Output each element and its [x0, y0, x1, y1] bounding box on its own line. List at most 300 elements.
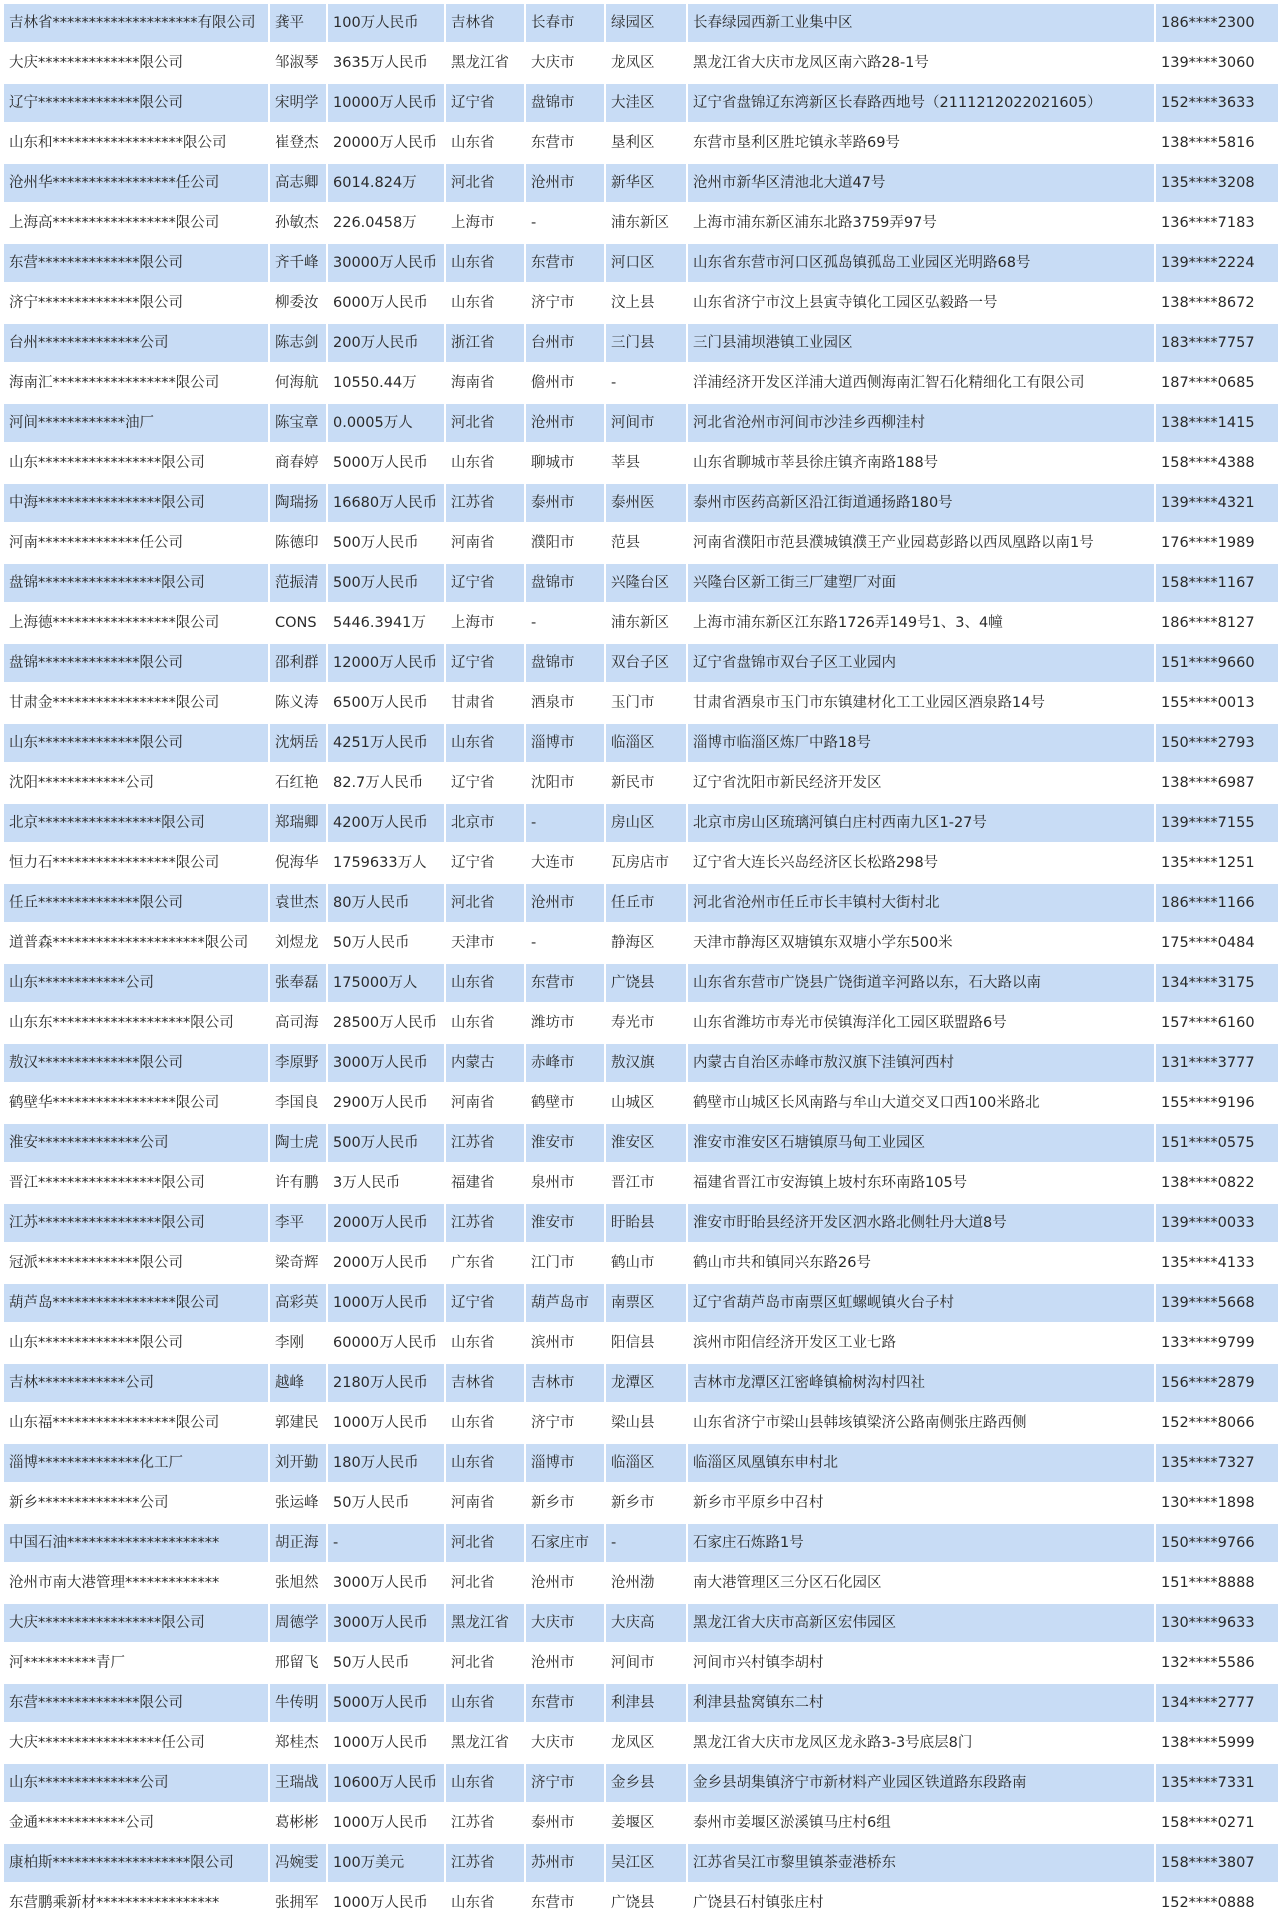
city-cell: - — [525, 603, 605, 643]
city-cell: 酒泉市 — [525, 683, 605, 723]
contact-name-cell: CONS — [269, 603, 327, 643]
province-cell: 浙江省 — [445, 323, 525, 363]
phone-cell: 186****2300 — [1155, 3, 1279, 43]
address-cell: 新乡市平原乡中召村 — [687, 1483, 1155, 1523]
registered-capital-cell: 500万人民币 — [327, 1123, 445, 1163]
address-cell: 东营市垦利区胜坨镇永莘路69号 — [687, 123, 1155, 163]
district-cell: 范县 — [605, 523, 687, 563]
table-row — [3, 1483, 1279, 1523]
city-cell: 淄博市 — [525, 1443, 605, 1483]
phone-cell: 157****6160 — [1155, 1003, 1279, 1043]
contact-name-cell: 郭建民 — [269, 1403, 327, 1443]
contact-name-cell: 范振清 — [269, 563, 327, 603]
table-row — [3, 1283, 1279, 1323]
address-cell: 辽宁省大连长兴岛经济区长松路298号 — [687, 843, 1155, 883]
district-cell: 龙凤区 — [605, 1723, 687, 1763]
registered-capital-cell: 100万美元 — [327, 1843, 445, 1883]
registered-capital-cell: 3000万人民币 — [327, 1603, 445, 1643]
province-cell: 黑龙江省 — [445, 43, 525, 83]
company-name-cell: 沈阳************公司 — [3, 763, 269, 803]
province-cell: 河北省 — [445, 163, 525, 203]
contact-name-cell: 李国良 — [269, 1083, 327, 1123]
table-row — [3, 923, 1279, 963]
contact-name-cell: 陶瑞扬 — [269, 483, 327, 523]
city-cell: 泰州市 — [525, 483, 605, 523]
city-cell: 葫芦岛市 — [525, 1283, 605, 1323]
district-cell: 玉门市 — [605, 683, 687, 723]
district-cell: 淮安区 — [605, 1123, 687, 1163]
address-cell: 鹤山市共和镇同兴东路26号 — [687, 1243, 1155, 1283]
contact-name-cell: 许有鹏 — [269, 1163, 327, 1203]
registered-capital-cell: 500万人民币 — [327, 563, 445, 603]
company-name-cell: 鹤壁华*****************限公司 — [3, 1083, 269, 1123]
district-cell: 晋江市 — [605, 1163, 687, 1203]
company-name-cell: 河间************油厂 — [3, 403, 269, 443]
phone-cell: 138****1415 — [1155, 403, 1279, 443]
contact-name-cell: 石红艳 — [269, 763, 327, 803]
province-cell: 辽宁省 — [445, 643, 525, 683]
province-cell: 山东省 — [445, 1403, 525, 1443]
phone-cell: 138****6987 — [1155, 763, 1279, 803]
district-cell: 泰州医 — [605, 483, 687, 523]
district-cell: 金乡县 — [605, 1763, 687, 1803]
contact-name-cell: 张旭然 — [269, 1563, 327, 1603]
table-row — [3, 523, 1279, 563]
registered-capital-cell: 175000万人 — [327, 963, 445, 1003]
contact-name-cell: 袁世杰 — [269, 883, 327, 923]
registered-capital-cell: 4251万人民币 — [327, 723, 445, 763]
province-cell: 山东省 — [445, 963, 525, 1003]
table-row — [3, 1643, 1279, 1683]
contact-name-cell: 张拥军 — [269, 1883, 327, 1923]
district-cell: 浦东新区 — [605, 603, 687, 643]
phone-cell: 151****9660 — [1155, 643, 1279, 683]
contact-name-cell: 陈德印 — [269, 523, 327, 563]
district-cell: 敖汉旗 — [605, 1043, 687, 1083]
city-cell: 濮阳市 — [525, 523, 605, 563]
phone-cell: 138****5999 — [1155, 1723, 1279, 1763]
address-cell: 黑龙江省大庆市高新区宏伟园区 — [687, 1603, 1155, 1643]
company-name-cell: 上海德*****************限公司 — [3, 603, 269, 643]
registered-capital-cell: 100万人民币 — [327, 3, 445, 43]
phone-cell: 138****5816 — [1155, 123, 1279, 163]
address-cell: 长春绿园西新工业集中区 — [687, 3, 1155, 43]
address-cell: 石家庄石炼路1号 — [687, 1523, 1155, 1563]
table-row — [3, 1523, 1279, 1563]
province-cell: 河南省 — [445, 1083, 525, 1123]
city-cell: 济宁市 — [525, 1403, 605, 1443]
district-cell: 龙潭区 — [605, 1363, 687, 1403]
province-cell: 山东省 — [445, 283, 525, 323]
contact-name-cell: 胡正海 — [269, 1523, 327, 1563]
address-cell: 淮安市淮安区石塘镇原马甸工业园区 — [687, 1123, 1155, 1163]
registered-capital-cell: 1000万人民币 — [327, 1883, 445, 1923]
company-name-cell: 康柏斯*******************限公司 — [3, 1843, 269, 1883]
city-cell: 沧州市 — [525, 403, 605, 443]
address-cell: 山东省东营市广饶县广饶街道辛河路以东，石大路以南 — [687, 963, 1155, 1003]
contact-name-cell: 崔登杰 — [269, 123, 327, 163]
registered-capital-cell: 6500万人民币 — [327, 683, 445, 723]
province-cell: 山东省 — [445, 723, 525, 763]
province-cell: 辽宁省 — [445, 763, 525, 803]
address-cell: 北京市房山区琉璃河镇白庄村西南九区1-27号 — [687, 803, 1155, 843]
company-name-cell: 晋江*****************限公司 — [3, 1163, 269, 1203]
company-name-cell: 沧州市南大港管理************* — [3, 1563, 269, 1603]
table-row — [3, 1883, 1279, 1923]
registered-capital-cell: 20000万人民币 — [327, 123, 445, 163]
registered-capital-cell: 200万人民币 — [327, 323, 445, 363]
table-row — [3, 83, 1279, 123]
registered-capital-cell: 5446.3941万 — [327, 603, 445, 643]
address-cell: 山东省潍坊市寿光市侯镇海洋化工园区联盟路6号 — [687, 1003, 1155, 1043]
city-cell: 盘锦市 — [525, 83, 605, 123]
province-cell: 吉林省 — [445, 3, 525, 43]
contact-name-cell: 陈志剑 — [269, 323, 327, 363]
table-row — [3, 1723, 1279, 1763]
table-row — [3, 1123, 1279, 1163]
contact-name-cell: 邹淑琴 — [269, 43, 327, 83]
contact-name-cell: 沈炳岳 — [269, 723, 327, 763]
table-row — [3, 1403, 1279, 1443]
address-cell: 辽宁省盘锦市双台子区工业园内 — [687, 643, 1155, 683]
district-cell: 临淄区 — [605, 1443, 687, 1483]
company-name-cell: 东营**************限公司 — [3, 1683, 269, 1723]
city-cell: 大连市 — [525, 843, 605, 883]
address-cell: 洋浦经济开发区洋浦大道西侧海南汇智石化精细化工有限公司 — [687, 363, 1155, 403]
province-cell: 辽宁省 — [445, 843, 525, 883]
company-name-cell: 江苏*****************限公司 — [3, 1203, 269, 1243]
table-row — [3, 1443, 1279, 1483]
table-body — [3, 3, 1279, 1923]
contact-name-cell: 何海航 — [269, 363, 327, 403]
company-name-cell: 海南汇*****************限公司 — [3, 363, 269, 403]
district-cell: 新乡市 — [605, 1483, 687, 1523]
district-cell: 新华区 — [605, 163, 687, 203]
company-name-cell: 东营鹏乘新材***************** — [3, 1883, 269, 1923]
table-row — [3, 843, 1279, 883]
phone-cell: 139****4321 — [1155, 483, 1279, 523]
phone-cell: 150****2793 — [1155, 723, 1279, 763]
company-name-cell: 大庆*****************任公司 — [3, 1723, 269, 1763]
contact-name-cell: 李原野 — [269, 1043, 327, 1083]
city-cell: 沧州市 — [525, 883, 605, 923]
district-cell: 任丘市 — [605, 883, 687, 923]
district-cell: 兴隆台区 — [605, 563, 687, 603]
registered-capital-cell: 2180万人民币 — [327, 1363, 445, 1403]
district-cell: 大庆高 — [605, 1603, 687, 1643]
phone-cell: 152****8066 — [1155, 1403, 1279, 1443]
city-cell: 新乡市 — [525, 1483, 605, 1523]
city-cell: 东营市 — [525, 123, 605, 163]
district-cell: 房山区 — [605, 803, 687, 843]
address-cell: 三门县浦坝港镇工业园区 — [687, 323, 1155, 363]
address-cell: 沧州市新华区清池北大道47号 — [687, 163, 1155, 203]
province-cell: 甘肃省 — [445, 683, 525, 723]
registered-capital-cell: 16680万人民币 — [327, 483, 445, 523]
city-cell: 泉州市 — [525, 1163, 605, 1203]
address-cell: 鹤壁市山城区长风南路与牟山大道交叉口西100米路北 — [687, 1083, 1155, 1123]
registered-capital-cell: 5000万人民币 — [327, 443, 445, 483]
phone-cell: 139****0033 — [1155, 1203, 1279, 1243]
company-name-cell: 吉林省********************有限公司 — [3, 3, 269, 43]
city-cell: 石家庄市 — [525, 1523, 605, 1563]
province-cell: 山东省 — [445, 123, 525, 163]
table-row — [3, 1323, 1279, 1363]
registered-capital-cell: 3000万人民币 — [327, 1043, 445, 1083]
registered-capital-cell: 10000万人民币 — [327, 83, 445, 123]
province-cell: 黑龙江省 — [445, 1603, 525, 1643]
registered-capital-cell: 6000万人民币 — [327, 283, 445, 323]
table-row — [3, 883, 1279, 923]
address-cell: 淄博市临淄区炼厂中路18号 — [687, 723, 1155, 763]
city-cell: 鹤壁市 — [525, 1083, 605, 1123]
address-cell: 山东省聊城市莘县徐庄镇齐南路188号 — [687, 443, 1155, 483]
table-row — [3, 1683, 1279, 1723]
company-name-cell: 敖汉**************限公司 — [3, 1043, 269, 1083]
phone-cell: 186****1166 — [1155, 883, 1279, 923]
company-name-cell: 大庆*****************限公司 — [3, 1603, 269, 1643]
table-row — [3, 283, 1279, 323]
contact-name-cell: 李刚 — [269, 1323, 327, 1363]
city-cell: 淮安市 — [525, 1123, 605, 1163]
company-name-cell: 河南**************任公司 — [3, 523, 269, 563]
address-cell: 临淄区凤凰镇东申村北 — [687, 1443, 1155, 1483]
district-cell: 阳信县 — [605, 1323, 687, 1363]
table-row — [3, 323, 1279, 363]
province-cell: 江苏省 — [445, 483, 525, 523]
table-row — [3, 483, 1279, 523]
address-cell: 上海市浦东新区江东路1726弄149号1、3、4幢 — [687, 603, 1155, 643]
district-cell: 河间市 — [605, 403, 687, 443]
district-cell: 莘县 — [605, 443, 687, 483]
phone-cell: 156****2879 — [1155, 1363, 1279, 1403]
table-row — [3, 243, 1279, 283]
registered-capital-cell: 1759633万人 — [327, 843, 445, 883]
phone-cell: 139****5668 — [1155, 1283, 1279, 1323]
phone-cell: 139****2224 — [1155, 243, 1279, 283]
registered-capital-cell: 50万人民币 — [327, 923, 445, 963]
table-row — [3, 963, 1279, 1003]
address-cell: 甘肃省酒泉市玉门市东镇建材化工工业园区酒泉路14号 — [687, 683, 1155, 723]
province-cell: 山东省 — [445, 443, 525, 483]
company-name-cell: 沧州华*****************任公司 — [3, 163, 269, 203]
contact-name-cell: 刘开勤 — [269, 1443, 327, 1483]
company-name-cell: 济宁**************限公司 — [3, 283, 269, 323]
district-cell: 汶上县 — [605, 283, 687, 323]
phone-cell: 175****0484 — [1155, 923, 1279, 963]
city-cell: 大庆市 — [525, 1723, 605, 1763]
table-row — [3, 1163, 1279, 1203]
city-cell: 沧州市 — [525, 1643, 605, 1683]
company-name-cell: 冠派**************限公司 — [3, 1243, 269, 1283]
address-cell: 河北省沧州市任丘市长丰镇村大街村北 — [687, 883, 1155, 923]
phone-cell: 135****7327 — [1155, 1443, 1279, 1483]
registered-capital-cell: 2000万人民币 — [327, 1203, 445, 1243]
address-cell: 辽宁省盘锦辽东湾新区长春路西地号（21112120220216​05） — [687, 83, 1155, 123]
city-cell: 潍坊市 — [525, 1003, 605, 1043]
province-cell: 吉林省 — [445, 1363, 525, 1403]
address-cell: 利津县盐窝镇东二村 — [687, 1683, 1155, 1723]
district-cell: - — [605, 1523, 687, 1563]
district-cell: 南票区 — [605, 1283, 687, 1323]
city-cell: 滨州市 — [525, 1323, 605, 1363]
registered-capital-cell: 6014.824万 — [327, 163, 445, 203]
contact-name-cell: 郑瑞卿 — [269, 803, 327, 843]
contact-name-cell: 梁奇辉 — [269, 1243, 327, 1283]
company-name-cell: 上海高*****************限公司 — [3, 203, 269, 243]
table-row — [3, 1243, 1279, 1283]
registered-capital-cell: 50万人民币 — [327, 1483, 445, 1523]
phone-cell: 150****9766 — [1155, 1523, 1279, 1563]
address-cell: 福建省晋江市安海镇上坡村东环南路105号 — [687, 1163, 1155, 1203]
table-row — [3, 1363, 1279, 1403]
contact-name-cell: 孙敏杰 — [269, 203, 327, 243]
city-cell: 泰州市 — [525, 1803, 605, 1843]
contact-name-cell: 张奉磊 — [269, 963, 327, 1003]
table-row — [3, 363, 1279, 403]
contact-name-cell: 邵利群 — [269, 643, 327, 683]
address-cell: 天津市静海区双塘镇东双塘小学东500米 — [687, 923, 1155, 963]
registered-capital-cell: 226.0458万 — [327, 203, 445, 243]
table-row — [3, 683, 1279, 723]
province-cell: 山东省 — [445, 1683, 525, 1723]
address-cell: 吉林市龙潭区江密峰镇榆树沟村四社 — [687, 1363, 1155, 1403]
contact-name-cell: 倪海华 — [269, 843, 327, 883]
table-row — [3, 1003, 1279, 1043]
company-name-cell: 吉林************公司 — [3, 1363, 269, 1403]
phone-cell: 176****1989 — [1155, 523, 1279, 563]
table-row — [3, 803, 1279, 843]
contact-name-cell: 邢留飞 — [269, 1643, 327, 1683]
city-cell: 吉林市 — [525, 1363, 605, 1403]
table-row — [3, 43, 1279, 83]
district-cell: 姜堰区 — [605, 1803, 687, 1843]
province-cell: 山东省 — [445, 1883, 525, 1923]
phone-cell: 158****3807 — [1155, 1843, 1279, 1883]
contact-name-cell: 商春婷 — [269, 443, 327, 483]
province-cell: 辽宁省 — [445, 83, 525, 123]
table-row — [3, 123, 1279, 163]
address-cell: 金乡县胡集镇济宁市新材料产业园区铁道路东段路南 — [687, 1763, 1155, 1803]
registered-capital-cell: 1000万人民币 — [327, 1803, 445, 1843]
registered-capital-cell: - — [327, 1523, 445, 1563]
registered-capital-cell: 80万人民币 — [327, 883, 445, 923]
province-cell: 辽宁省 — [445, 563, 525, 603]
province-cell: 河北省 — [445, 403, 525, 443]
phone-cell: 151****0575 — [1155, 1123, 1279, 1163]
district-cell: 三门县 — [605, 323, 687, 363]
contact-name-cell: 宋明学 — [269, 83, 327, 123]
company-name-cell: 山东福*****************限公司 — [3, 1403, 269, 1443]
table-row — [3, 603, 1279, 643]
address-cell: 泰州市姜堰区淤溪镇马庄村6组 — [687, 1803, 1155, 1843]
province-cell: 河南省 — [445, 523, 525, 563]
company-name-cell: 山东************公司 — [3, 963, 269, 1003]
phone-cell: 131****3777 — [1155, 1043, 1279, 1083]
registered-capital-cell: 60000万人民币 — [327, 1323, 445, 1363]
registered-capital-cell: 0.0005万人 — [327, 403, 445, 443]
address-cell: 兴隆台区新工街三厂建塑厂对面 — [687, 563, 1155, 603]
contact-name-cell: 高志卿 — [269, 163, 327, 203]
company-name-cell: 任丘**************限公司 — [3, 883, 269, 923]
province-cell: 河北省 — [445, 1563, 525, 1603]
province-cell: 江苏省 — [445, 1803, 525, 1843]
city-cell: 大庆市 — [525, 43, 605, 83]
district-cell: 盱眙县 — [605, 1203, 687, 1243]
registered-capital-cell: 3635万人民币 — [327, 43, 445, 83]
registered-capital-cell: 1000万人民币 — [327, 1403, 445, 1443]
phone-cell: 158****0271 — [1155, 1803, 1279, 1843]
registered-capital-cell: 2000万人民币 — [327, 1243, 445, 1283]
address-cell: 河南省濮阳市范县濮城镇濮王产业园葛彭路以西凤凰路以南1号 — [687, 523, 1155, 563]
province-cell: 内蒙古 — [445, 1043, 525, 1083]
phone-cell: 136****7183 — [1155, 203, 1279, 243]
phone-cell: 152****0888 — [1155, 1883, 1279, 1923]
district-cell: 寿光市 — [605, 1003, 687, 1043]
table-row — [3, 1083, 1279, 1123]
company-name-cell: 淮安**************公司 — [3, 1123, 269, 1163]
contact-name-cell: 张运峰 — [269, 1483, 327, 1523]
company-name-cell: 台州**************公司 — [3, 323, 269, 363]
city-cell: 赤峰市 — [525, 1043, 605, 1083]
address-cell: 山东省济宁市汶上县寅寺镇化工园区弘毅路一号 — [687, 283, 1155, 323]
company-name-cell: 道普森*********************限公司 — [3, 923, 269, 963]
contact-name-cell: 牛传明 — [269, 1683, 327, 1723]
table-row — [3, 443, 1279, 483]
address-cell: 南大港管理区三分区石化园区 — [687, 1563, 1155, 1603]
city-cell: 东营市 — [525, 1883, 605, 1923]
company-name-cell: 甘肃金*****************限公司 — [3, 683, 269, 723]
contact-name-cell: 齐千峰 — [269, 243, 327, 283]
province-cell: 山东省 — [445, 1323, 525, 1363]
contact-name-cell: 李平 — [269, 1203, 327, 1243]
phone-cell: 130****9633 — [1155, 1603, 1279, 1643]
district-cell: - — [605, 363, 687, 403]
province-cell: 辽宁省 — [445, 1283, 525, 1323]
district-cell: 新民市 — [605, 763, 687, 803]
company-name-cell: 新乡**************公司 — [3, 1483, 269, 1523]
contact-name-cell: 陈宝章 — [269, 403, 327, 443]
registered-capital-cell: 10600万人民币 — [327, 1763, 445, 1803]
table-row — [3, 723, 1279, 763]
district-cell: 梁山县 — [605, 1403, 687, 1443]
district-cell: 临淄区 — [605, 723, 687, 763]
company-name-cell: 山东**************限公司 — [3, 723, 269, 763]
table-row — [3, 643, 1279, 683]
registered-capital-cell: 5000万人民币 — [327, 1683, 445, 1723]
city-cell: 盘锦市 — [525, 563, 605, 603]
contact-name-cell: 王瑞战 — [269, 1763, 327, 1803]
registered-capital-cell: 2900万人民币 — [327, 1083, 445, 1123]
company-name-cell: 山东东*******************限公司 — [3, 1003, 269, 1043]
table-row — [3, 1803, 1279, 1843]
contact-name-cell: 陶士虎 — [269, 1123, 327, 1163]
province-cell: 河南省 — [445, 1483, 525, 1523]
province-cell: 山东省 — [445, 1003, 525, 1043]
contact-name-cell: 龚平 — [269, 3, 327, 43]
city-cell: 聊城市 — [525, 443, 605, 483]
phone-cell: 158****1167 — [1155, 563, 1279, 603]
contact-name-cell: 越峰 — [269, 1363, 327, 1403]
registered-capital-cell: 28500万人民币 — [327, 1003, 445, 1043]
contact-name-cell: 高彩英 — [269, 1283, 327, 1323]
address-cell: 河北省沧州市河间市沙洼乡西柳洼村 — [687, 403, 1155, 443]
company-name-cell: 山东*****************限公司 — [3, 443, 269, 483]
table-row — [3, 163, 1279, 203]
province-cell: 江苏省 — [445, 1203, 525, 1243]
province-cell: 上海市 — [445, 203, 525, 243]
city-cell: 大庆市 — [525, 1603, 605, 1643]
